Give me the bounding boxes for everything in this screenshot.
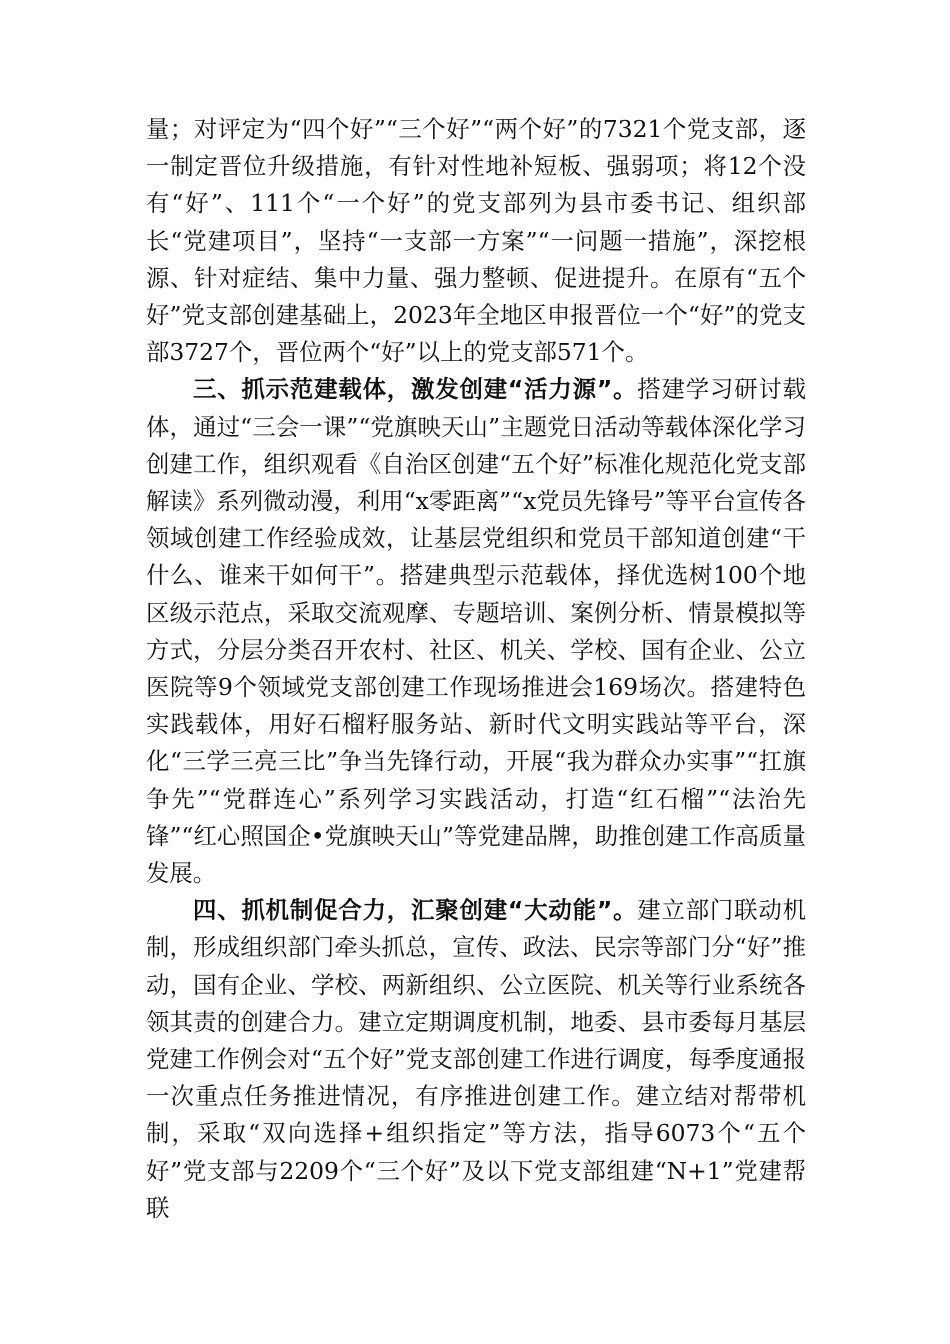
section-3-text: 搭建学习研讨载体，通过“三会一课”“党旗映天山”主题党日活动等载体深化学习创建工作，组织观看《自治区创建“五个好”标准化规范化党支部解读》系列微动漫，利用“x零距离”“x党员先锋号”等平台宣传各领域创建工作经验成效，让基层党组织和党员干部知道创建“干什么、谁来干如何干”。搭建典型示范载体，择优选树100个地区级示范点，采取交流观摩、专题培训、案例分析、情景模拟等方式，分层分类召开农村、社区、机关、学校、国有企业、公立医院等9个领域党支部创建工作现场推进会169场次。搭建特色实践载体，用好石榴籽服务站、新时代文明实践站等平台，深化“三学三亮三比”争当先锋行动，开展“我为群众办实事”“扛旗争先”“党群连心”系列学习实践活动，打造“红石榴”“法治先锋”“红心照国企•党旗映天山”等党建品牌，助推创建工作高质量发展。 <box>146 375 806 888</box>
paragraph-1-text: 量；对评定为“四个好”“三个好”“两个好”的7321个党支部，逐一制定晋位升级措施，有针对性地补短板、强弱项；将12个没有“好”、111个“一个好”的党支部列为县市委书记、组织部长“党建项目”，坚持“一支部一方案”“一问题一措施”，深挖根源、针对症结、集中力量、强力整顿、促进提升。在原有“五个好”党支部创建基础上，2023年全地区申报晋位一个“好”的党支部3727个，晋位两个“好”以上的党支部571个。 <box>146 115 806 367</box>
section-3-heading: 三、抓示范建载体，激发创建“活力源”。 <box>193 375 638 404</box>
section-4-heading: 四、抓机制促合力，汇聚创建“大动能”。 <box>193 896 638 925</box>
document-body <box>146 111 806 1227</box>
paragraph-1 <box>146 111 806 371</box>
section-4-text: 建立部门联动机制，形成组织部门牵头抓总，宣传、政法、民宗等部门分“好”推动，国有企业、学校、两新组织、公立医院、机关等行业系统各领其责的创建合力。建立定期调度机制，地委、县市委每月基层党建工作例会对“五个好”党支部创建工作进行调度，每季度通报一次重点任务推进情况，有序推进创建工作。建立结对帮带机制，采取“双向选择+组织指定”等方法，指导6073个“五个好”党支部与2209个“三个好”及以下党支部组建“N+1”党建帮联 <box>146 896 806 1222</box>
paragraph-section-4 <box>146 892 806 1227</box>
paragraph-section-3 <box>146 371 806 892</box>
